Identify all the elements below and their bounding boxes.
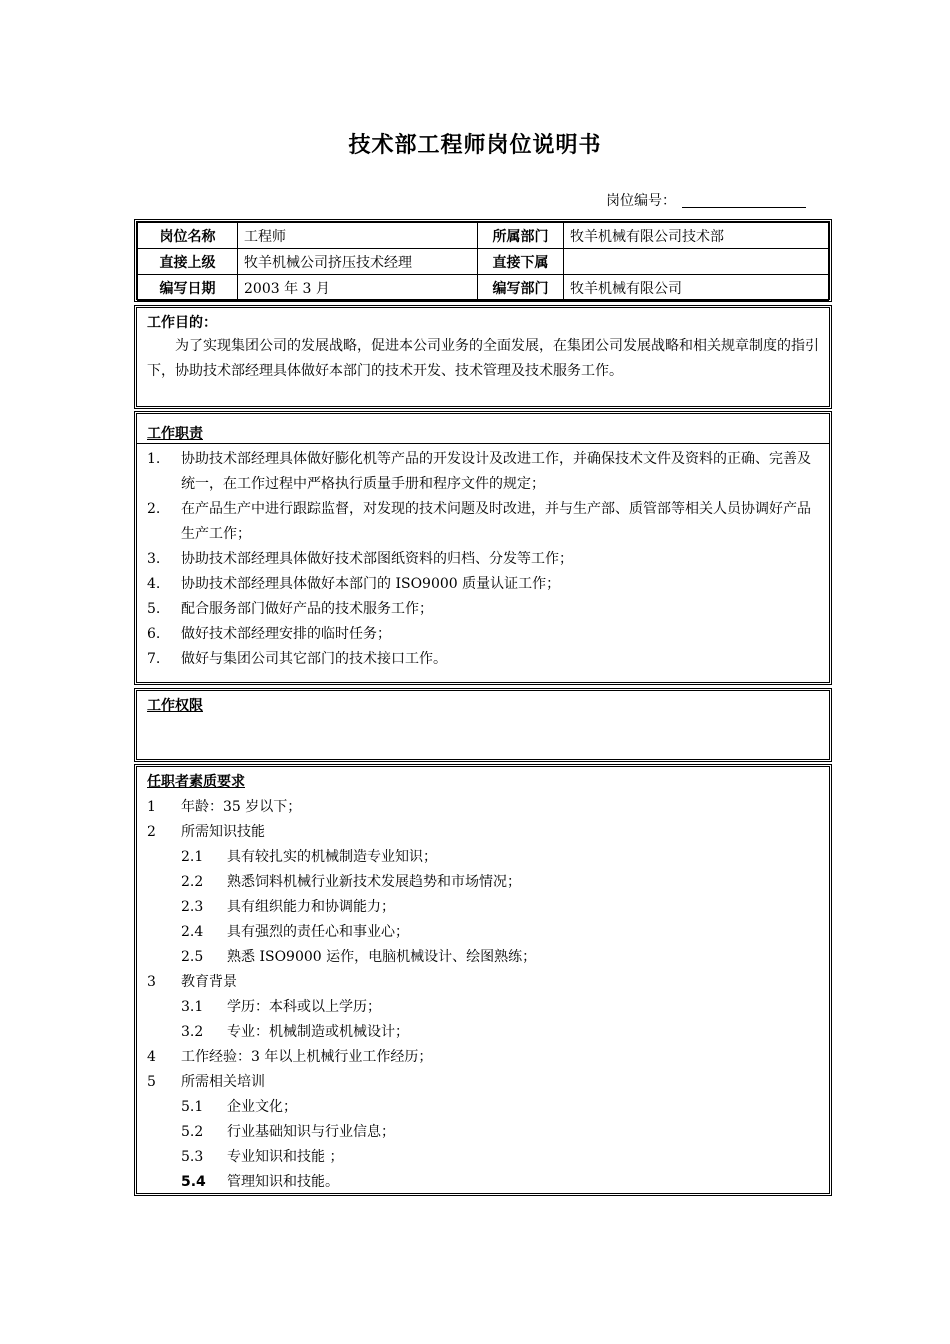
post-number-field bbox=[606, 190, 676, 210]
qualification-number: 1 bbox=[147, 799, 156, 815]
value-direct-subordinate bbox=[564, 249, 829, 275]
qualification-number: 5 bbox=[147, 1074, 156, 1090]
qualification-number: 2.2 bbox=[181, 874, 204, 890]
qualification-text: 专业知识和技能 ； bbox=[227, 1149, 344, 1165]
duty-number: 4. bbox=[147, 576, 161, 592]
duty-text: 做好技术部经理安排的临时任务； bbox=[181, 626, 391, 642]
label-written-department: 编写部门 bbox=[478, 275, 564, 301]
qualification-text: 所需相关培训 bbox=[181, 1074, 265, 1090]
qualification-section bbox=[134, 764, 832, 1196]
info-row-written bbox=[138, 275, 829, 301]
qualification-subitem bbox=[147, 845, 819, 870]
qualification-text: 熟悉饲料机械行业新技术发展趋势和市场情况； bbox=[227, 874, 521, 890]
qualification-item bbox=[147, 1070, 819, 1095]
qualification-number: 2.5 bbox=[181, 949, 204, 965]
qualification-text: 所需知识技能 bbox=[181, 824, 265, 840]
qualification-text: 管理知识和技能。 bbox=[227, 1174, 339, 1190]
label-direct-superior: 直接上级 bbox=[138, 249, 238, 275]
work-purpose-text: 为了实现集团公司的发展战略，促进本公司业务的全面发展，在集团公司发展战略和相关规章制度的指引下，协助技术部经理具体做好本部门的技术开发、技术管理及技术服务工作。 bbox=[147, 338, 819, 379]
qualification-text: 学历：本科或以上学历； bbox=[227, 999, 381, 1015]
value-position-name: 工程师 bbox=[238, 223, 478, 249]
qualification-item bbox=[147, 795, 819, 820]
qualification-number: 5.3 bbox=[181, 1149, 204, 1165]
qualification-text: 具有较扎实的机械制造专业知识； bbox=[227, 849, 437, 865]
value-written-date: 2003 年 3 月 bbox=[238, 275, 478, 301]
qualification-number: 4 bbox=[147, 1049, 156, 1065]
value-department: 牧羊机械有限公司技术部 bbox=[564, 223, 829, 249]
duty-number: 6. bbox=[147, 626, 161, 642]
qualification-item bbox=[147, 970, 819, 995]
duty-item bbox=[147, 572, 819, 597]
work-duties-list bbox=[137, 444, 829, 672]
duty-text: 协助技术部经理具体做好膨化机等产品的开发设计及改进工作，并确保技术文件及资料的正确、完善及统一，在工作过程中严格执行质量手册和程序文件的规定； bbox=[181, 451, 811, 492]
qualification-text: 工作经验：3 年以上机械行业工作经历； bbox=[181, 1049, 433, 1065]
value-direct-superior: 牧羊机械公司挤压技术经理 bbox=[238, 249, 478, 275]
work-authority-section bbox=[134, 688, 832, 762]
basic-info-table bbox=[134, 219, 832, 302]
duty-item bbox=[147, 547, 819, 572]
qualification-text: 行业基础知识与行业信息； bbox=[227, 1124, 395, 1140]
qualification-subitem bbox=[147, 895, 819, 920]
qualification-subitem bbox=[147, 920, 819, 945]
qualification-subitem bbox=[147, 1145, 819, 1170]
work-purpose-heading: 工作目的： bbox=[147, 315, 217, 331]
duty-text: 协助技术部经理具体做好本部门的 ISO9000 质量认证工作； bbox=[181, 576, 561, 592]
qualification-number: 3 bbox=[147, 974, 156, 990]
label-written-date: 编写日期 bbox=[138, 275, 238, 301]
duty-number: 1. bbox=[147, 451, 161, 467]
work-purpose-section bbox=[134, 305, 832, 409]
work-duties-heading: 工作职责 bbox=[137, 414, 829, 444]
duty-text: 协助技术部经理具体做好技术部图纸资料的归档、分发等工作； bbox=[181, 551, 573, 567]
duty-text: 做好与集团公司其它部门的技术接口工作。 bbox=[181, 651, 447, 667]
qualification-number: 2 bbox=[147, 824, 156, 840]
duty-item bbox=[147, 647, 819, 672]
qualification-number: 5.2 bbox=[181, 1124, 204, 1140]
info-row-position bbox=[138, 223, 829, 249]
qualification-number: 3.2 bbox=[181, 1024, 204, 1040]
label-department: 所属部门 bbox=[478, 223, 564, 249]
qualification-number: 5.4 bbox=[181, 1174, 206, 1190]
duty-number: 3. bbox=[147, 551, 161, 567]
duty-text: 配合服务部门做好产品的技术服务工作； bbox=[181, 601, 433, 617]
qualification-subitem bbox=[147, 945, 819, 970]
qualification-number: 2.1 bbox=[181, 849, 204, 865]
qualification-text: 专业：机械制造或机械设计； bbox=[227, 1024, 409, 1040]
post-number-blank-line bbox=[682, 207, 806, 208]
duty-item bbox=[147, 622, 819, 647]
qualification-list bbox=[147, 795, 819, 1195]
qualification-text: 熟悉 ISO9000 运作，电脑机械设计、绘图熟练； bbox=[227, 949, 537, 965]
qualification-heading: 任职者素质要求 bbox=[147, 774, 245, 790]
duty-number: 7. bbox=[147, 651, 161, 667]
qualification-subitem bbox=[147, 1095, 819, 1120]
work-authority-heading: 工作权限 bbox=[147, 698, 203, 714]
duty-text: 在产品生产中进行跟踪监督，对发现的技术问题及时改进，并与生产部、质管部等相关人员协调好产品生产工作； bbox=[181, 501, 811, 542]
qualification-subitem bbox=[147, 1170, 819, 1195]
qualification-text: 具有强烈的责任心和事业心； bbox=[227, 924, 409, 940]
qualification-subitem bbox=[147, 1020, 819, 1045]
qualification-number: 2.4 bbox=[181, 924, 204, 940]
work-duties-section bbox=[134, 411, 832, 685]
qualification-number: 3.1 bbox=[181, 999, 204, 1015]
duty-item bbox=[147, 447, 819, 497]
label-direct-subordinate: 直接下属 bbox=[478, 249, 564, 275]
duty-number: 5. bbox=[147, 601, 161, 617]
qualification-item bbox=[147, 1045, 819, 1070]
qualification-number: 5.1 bbox=[181, 1099, 204, 1115]
duty-number: 2. bbox=[147, 501, 161, 517]
post-number-label: 岗位编号： bbox=[606, 193, 676, 209]
document-title: 技术部工程师岗位说明书 bbox=[348, 133, 602, 158]
duty-item bbox=[147, 497, 819, 547]
qualification-subitem bbox=[147, 870, 819, 895]
qualification-subitem bbox=[147, 995, 819, 1020]
value-written-department: 牧羊机械有限公司 bbox=[564, 275, 829, 301]
info-row-superior bbox=[138, 249, 829, 275]
duty-item bbox=[147, 597, 819, 622]
qualification-number: 2.3 bbox=[181, 899, 204, 915]
qualification-text: 企业文化； bbox=[227, 1099, 297, 1115]
label-position-name: 岗位名称 bbox=[138, 223, 238, 249]
qualification-text: 具有组织能力和协调能力； bbox=[227, 899, 395, 915]
qualification-text: 教育背景 bbox=[181, 974, 237, 990]
qualification-text: 年龄：35 岁以下； bbox=[181, 799, 302, 815]
qualification-item bbox=[147, 820, 819, 845]
qualification-subitem bbox=[147, 1120, 819, 1145]
